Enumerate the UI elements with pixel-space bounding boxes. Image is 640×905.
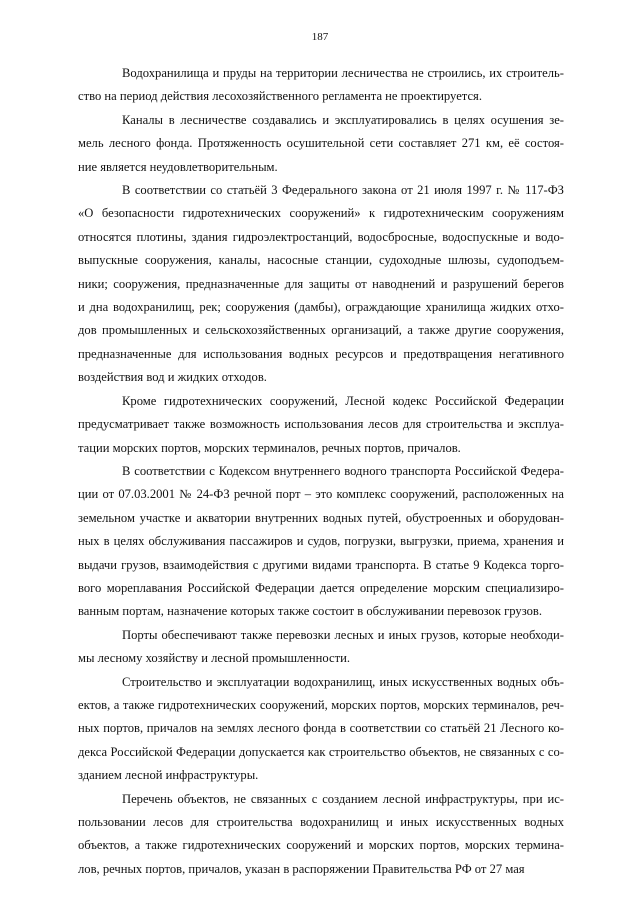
text-line: Перечень объектов, не связанных с созданием лесной инфраструктуры, при ис-	[122, 791, 564, 806]
text-line: Порты обеспечивают также перевозки лесных и иных грузов, которые необходи-	[122, 627, 564, 642]
paragraph	[78, 390, 564, 460]
text-line: ние является неудовлетворительным.	[78, 159, 278, 174]
text-line: ных в целях обслуживания пассажиров и судов, погрузки, выгрузки, приема, хранения и	[78, 534, 564, 549]
text-line: Строительство и эксплуатации водохранилищ, иных искусственных водных объ-	[122, 674, 564, 689]
paragraph	[78, 460, 564, 624]
paragraph	[78, 788, 564, 882]
text-line: Водохранилища и пруды на территории лесничества не строились, их строитель-	[122, 66, 564, 80]
text-line: ции от 07.03.2001 № 24-ФЗ речной порт – это комплекс сооружений, расположенных на	[78, 487, 564, 502]
text-line: относятся плотины, здания гидроэлектростанций, водосбросные, водоспускные и водо-	[78, 229, 564, 244]
text-line: зданием лесной инфраструктуры.	[78, 768, 259, 783]
text-line: выдачи грузов, взаимодействия с другими видами транспорта. В статье 9 Кодекса торго-	[78, 557, 564, 572]
text-line: дов промышленных и сельскохозяйственных организаций, а также другие сооружения,	[78, 323, 564, 338]
paragraph	[78, 109, 564, 179]
text-line: ванным портам, назначение которых также состоит в обслуживании перевозок грузов.	[78, 604, 542, 619]
text-line: и дна водохранилищ, рек; сооружения (дамбы), ограждающие хранилища жидких отхо-	[78, 300, 564, 315]
text-line: мель лесного фонда. Протяженность осушительной сети составляет 271 км, её состоя-	[78, 136, 564, 151]
text-line: В соответствии с Кодексом внутреннего водного транспорта Российской Федера-	[122, 463, 564, 478]
text-line: тации морских портов, морских терминалов, речных портов, причалов.	[78, 440, 461, 455]
text-line: Каналы в лесничестве создавались и эксплуатировались в целях осушения зе-	[122, 112, 564, 127]
text-line: предназначенные для использования водных ресурсов и предотвращения негативного	[78, 346, 564, 361]
paragraph	[78, 179, 564, 390]
text-line: ники; сооружения, предназначенные для защиты от наводнений и разрушений берегов	[78, 276, 564, 291]
text-line: земельном участке и акватории внутренних водных путей, обустроенных и оборудован-	[78, 510, 564, 525]
text-line: воздействия вод и жидких отходов.	[78, 370, 267, 385]
text-line: лов, речных портов, причалов, указан в распоряжении Правительства РФ от 27 мая	[78, 861, 525, 876]
paragraph	[78, 62, 564, 109]
text-line: ство на период действия лесохозяйственного регламента не проектируется.	[78, 89, 482, 104]
text-line: выпускные сооружения, каналы, насосные станции, судоходные шлюзы, судоподъем-	[78, 253, 564, 268]
text-line: предусматривает также возможность использования лесов для строительства и эксплуа-	[78, 417, 564, 432]
page-number: 187	[311, 31, 329, 43]
text-line: «О безопасности гидротехнических сооружений» к гидротехническим сооружениям	[78, 206, 564, 221]
page-body	[78, 62, 564, 881]
text-line: Кроме гидротехнических сооружений, Лесной кодекс Российской Федерации	[122, 393, 564, 408]
text-line: декса Российской Федерации допускается как строительство объектов, не связанных с со-	[78, 744, 564, 759]
paragraph	[78, 624, 564, 671]
text-line: В соответствии со статьёй 3 Федерального закона от 21 июля 1997 г. № 117-ФЗ	[122, 183, 564, 198]
text-line: мы лесному хозяйству и лесной промышленности.	[78, 651, 351, 666]
text-line: объектов, а также гидротехнических сооружений и морских портов, морских термина-	[78, 838, 564, 853]
text-line: пользовании лесов для строительства водохранилищ и иных искусственных водных	[78, 815, 564, 829]
text-line: ектов, а также гидротехнических сооружений, морских портов, морских терминалов, реч-	[78, 697, 564, 712]
paragraph	[78, 671, 564, 788]
text-line: вого мореплавания Российской Федерации дается определение морским специализиро-	[78, 580, 564, 595]
text-line: ных портов, причалов на землях лесного фонда в соответствии со статьёй 21 Лесного ко-	[78, 721, 564, 736]
